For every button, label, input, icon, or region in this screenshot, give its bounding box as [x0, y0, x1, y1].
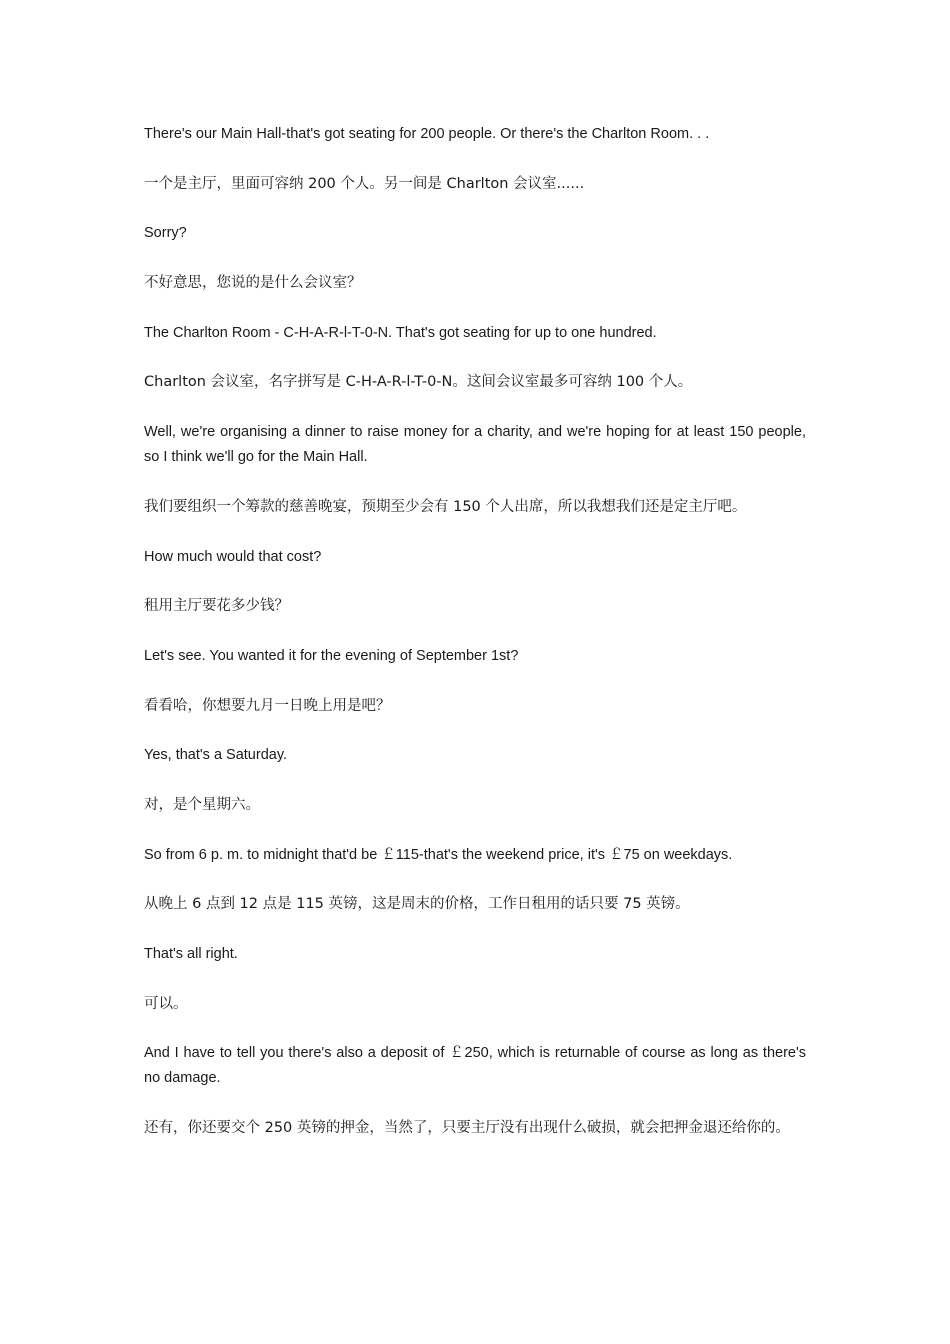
paragraph-chinese: 从晚上 6 点到 12 点是 115 英镑，这是周末的价格，工作日租用的话只要 75 英镑。 — [144, 896, 690, 913]
paragraph-chinese: 不好意思，您说的是什么会议室？ — [144, 275, 362, 292]
paragraph-chinese: 看看哈，你想要九月一日晚上用是吧？ — [144, 697, 391, 714]
paragraph-english: How much would that cost? — [144, 548, 322, 565]
paragraph-chinese: Charlton 会议室，名字拼写是 C-H-A-R-l-T-0-N。这间会议室最多可容纳 100 个人。 — [144, 374, 693, 391]
document-body — [144, 122, 806, 1166]
paragraph-chinese: 一个是主厅，里面可容纳 200 个人。另一间是 Charlton 会议室...... — [144, 175, 585, 192]
paragraph-chinese: 我们要组织一个筹款的慈善晚宴，预期至少会有 150 个人出席，所以我想我们还是定主厅吧。 — [144, 498, 747, 515]
paragraph-english: There's our Main Hall-that's got seating for 200 people. Or there's the Charlton Room. . . — [144, 126, 710, 142]
paragraph-chinese: 还有，你还要交个 250 英镑的押金，当然了，只要主厅没有出现什么破损，就会把押金退还给你的。 — [144, 1120, 790, 1137]
paragraph-english: Sorry? — [144, 225, 187, 242]
paragraph-english: Yes, that's a Saturday. — [144, 747, 288, 764]
paragraph-english: That's all right. — [144, 946, 238, 962]
paragraph-english: So from 6 p. m. to midnight that'd be ￡115-that's the weekend price, it's ￡75 on weekdays. — [144, 846, 733, 863]
paragraph-english: Let's see. You wanted it for the evening of September 1st? — [144, 647, 519, 664]
paragraph-chinese: 对，是个星期六。 — [144, 796, 260, 813]
paragraph-chinese: 租用主厅要花多少钱？ — [144, 598, 289, 615]
paragraph-chinese: 可以。 — [144, 995, 188, 1012]
paragraph-english: And I have to tell you there's also a deposit of ￡250, which is returnable of course as long as there's no damage. — [144, 1045, 806, 1087]
paragraph-english: The Charlton Room - C-H-A-R-l-T-0-N. That's got seating for up to one hundred. — [144, 324, 657, 341]
paragraph-english: Well, we're organising a dinner to raise money for a charity, and we're hoping for at least 150 people, so I think we'll go for the Main Hall. — [144, 424, 806, 466]
